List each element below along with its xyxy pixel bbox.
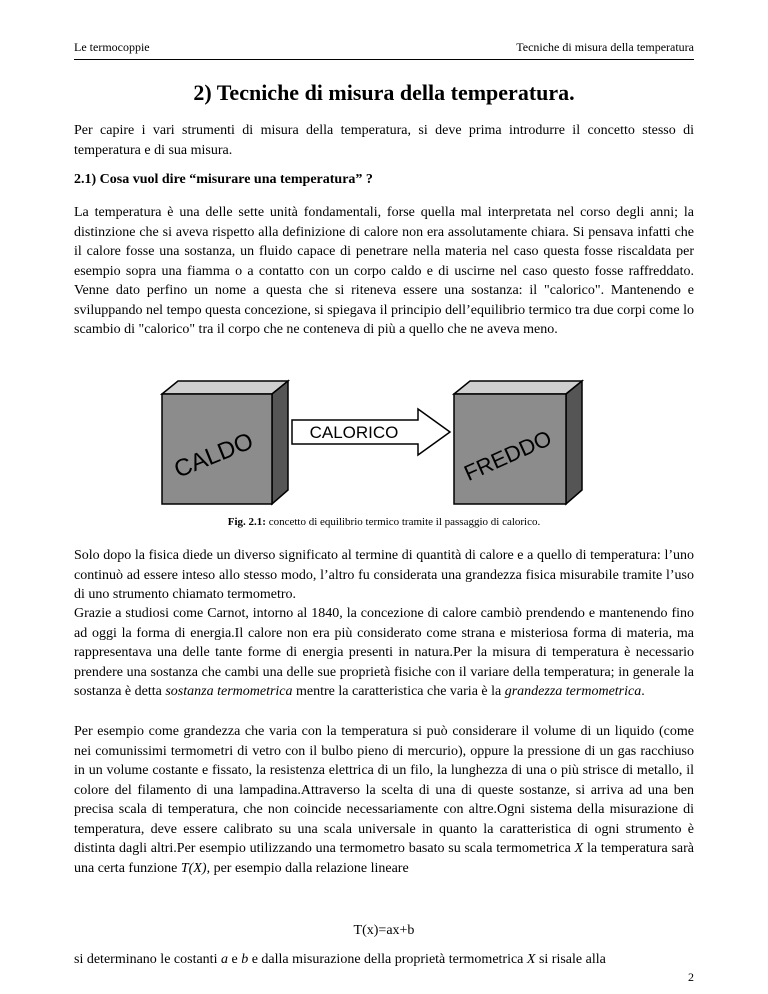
paragraph-carnot-text: Grazie a studiosi come Carnot, intorno al 1840, la concezione di calore cambiò prendendo e mantenendo fino ad oggi la forma di energia.Il calore non era più considerato come strana e misteriosa forma di materia, ma rappresentava una delle tante forme di energia presenti in natura.Per la misura di temperatura è necessario prendere una sostanza che cambi una delle sue proprietà fisiche con il variare della temperatura; in generale la sostanza è detta	[74, 606, 694, 699]
linear-formula: T(x)=ax+b	[353, 923, 415, 938]
paragraph-carnot	[74, 604, 694, 702]
symbol-tx: T(X)	[180, 860, 207, 876]
cold-cube	[454, 381, 582, 504]
paragraph-constants-and: e	[227, 952, 242, 967]
paragraph-constants	[74, 950, 694, 970]
paragraph-temperature-definition: Solo dopo la fisica diede un diverso significato al termine di quantità di calore e a quello di temperatura: l’uno continuò ad essere inteso allo stesso modo, l’altro fu considerata una grandezza fisica misurabile tramite l’uso di uno strumento chiamato termometro.	[74, 548, 694, 602]
chapter-title: 2) Tecniche di misura della temperatura.	[193, 80, 575, 105]
section-heading: 2.1) Cosa vuol dire “misurare una temperatura” ?	[74, 172, 373, 187]
symbol-x-2: X	[526, 952, 536, 967]
paragraph-examples-end: , per esempio dalla relazione lineare	[206, 860, 409, 876]
paragraph-constants-text: si determinano le costanti	[74, 952, 221, 967]
symbol-x: X	[574, 841, 584, 856]
symbol-a: a	[220, 952, 228, 967]
term-sostanza-termometrica: sostanza termometrica	[165, 684, 293, 699]
figure-thermal-equilibrium	[158, 378, 598, 508]
paragraph-examples-text-2: la temperatura sarà una certa funzione	[74, 841, 694, 876]
paragraph-constants-text-2: e dalla misurazione della proprietà termometrica	[248, 952, 527, 967]
paragraph-examples-text: Per esempio come grandezza che varia con la temperatura si può considerare il volume di un liquido (come nei comunissimi termometri di vetro con il bulbo pieno di mercurio), oppure la pressione di un gas racchiuso in un volume costante e fissato, la resistenza elettrica di un filo, la lunghezza di una o più strisce di metallo, il colore del filamento di una lampadina.Attraverso la scelta di una di queste sostanze, si arriva ad una ben precisa scala di temperatura, che non coincide necessariamente con altre.Ogni sistema della misurazione di temperatura, deve essere calibrato su una scala universale in quanto la caratteristica di ogni strumento è distinta dagli altri.Per esempio utilizzando una termometro basato su scala termometrica	[74, 724, 694, 856]
calorico-arrow	[292, 409, 450, 455]
paragraph-calorico: La temperatura è una delle sette unità fondamentali, forse quella mal interpretata nel corso degli anni; la distinzione che si aveva rispetto alla definizione di calore non era assolutamente chiara. Si pensava infatti che il calore fosse una sostanza, un fluido capace di penetrare nella materia nel caso questa fosse riscaldata per esempio sopra una fiamma o a contatto con un corpo caldo e di uscirne nel caso questo fosse raffreddato. Venne dato perfino un nome a questa che si riteneva essere una sostanza: il "calorico". Mantenendo e sviluppando nel tempo questa concezione, si spiegava il principio dell’equilibrio termico tra due corpi come lo scambio di "calorico" tra il corpo che ne conteneva di più a quello che ne aveva meno.	[74, 205, 694, 337]
paragraph-constants-end: si risale alla	[535, 952, 606, 967]
header-rule	[74, 59, 694, 60]
running-header-left: Le termocoppie	[74, 40, 150, 54]
symbol-b: b	[241, 952, 249, 967]
paragraph-carnot-text-2: mentre la caratteristica che varia è la	[292, 684, 505, 699]
intro-paragraph: Per capire i vari strumenti di misura della temperatura, si deve prima introdurre il concetto stesso di temperatura e di sua misura.	[74, 123, 694, 158]
cold-cube-label: FREDDO	[460, 425, 556, 486]
arrow-label: CALORICO	[309, 423, 399, 442]
term-grandezza-termometrica: grandezza termometrica	[504, 684, 642, 699]
paragraph-examples	[74, 722, 694, 878]
paragraph-carnot-end: .	[641, 684, 645, 699]
figure-caption	[0, 516, 768, 528]
page-number: 2	[688, 970, 694, 984]
running-header-right: Tecniche di misura della temperatura	[516, 40, 694, 54]
hot-cube	[162, 381, 288, 504]
caption-label: Fig. 2.1:	[227, 516, 266, 528]
hot-cube-label: CALDO	[170, 427, 258, 484]
caption-text: concetto di equilibrio termico tramite il passaggio di calorico.	[265, 516, 541, 528]
